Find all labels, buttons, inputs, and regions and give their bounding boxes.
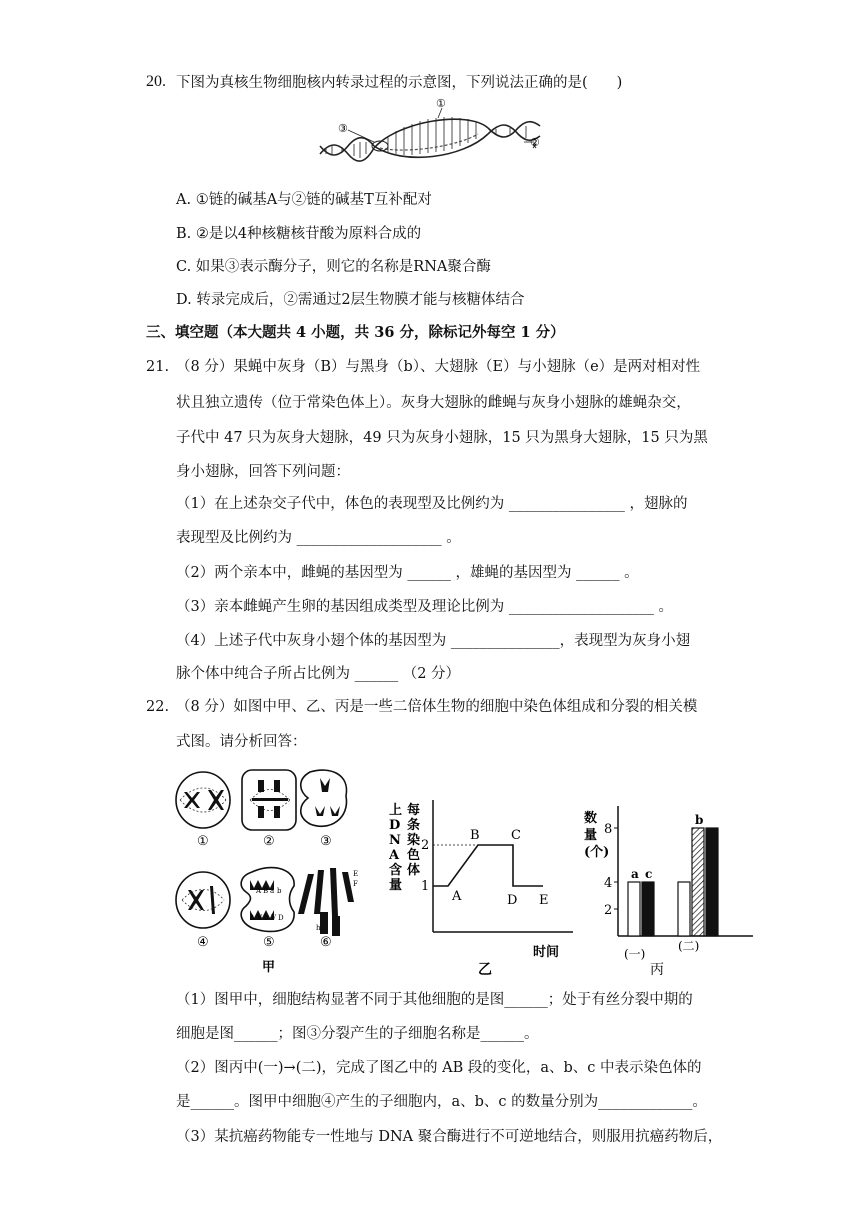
y-axis-label: 每条染色体 (407, 803, 421, 878)
y-tick: 1 (421, 879, 430, 894)
q22-subline: （3）某抗癌药物能专一性地与 DNA 聚合酶进行不可逆地结合，则服用抗癌药物后， (176, 1129, 723, 1145)
q21-line: 身小翅脉，回答下列问题： (176, 464, 350, 480)
y-axis-label: 数量(个) (584, 811, 610, 860)
q22-line: （8 分）如图中甲、乙、丙是一些二倍体生物的细胞中染色体组成和分裂的相关模 (176, 699, 698, 715)
gene-label: D (278, 914, 284, 922)
question-number: 20. (146, 73, 166, 90)
gene-label: B (263, 887, 269, 895)
q21-line: 状且独立遗传（位于常染色体上）。灰身大翅脉的雌蝇与灰身小翅脉的雄蝇杂交， (176, 395, 691, 411)
point-label: C (511, 828, 521, 843)
q22-line: 式图。请分析回答： (176, 734, 307, 750)
option-d: D. 转录完成后，②需通过2层生物膜才能与核糖体结合 (176, 292, 525, 308)
bar-a (678, 882, 690, 936)
gene-label: b (264, 914, 269, 922)
q21-line: （4）上述子代中灰身小翅个体的基因型为 _______________，表现型为灰身小翅 (176, 633, 691, 649)
cell-label: ⑤ (263, 935, 275, 950)
q21-line: （8 分）果蝇中灰身（B）与黑身（b）、大翅脉（E）与小翅脉（e）是两对相对性 (176, 359, 701, 375)
x-axis-label: 时间 (533, 945, 560, 960)
point-label: D (507, 893, 518, 908)
point-label: E (539, 893, 549, 908)
gene-label: b (277, 887, 282, 895)
q22-subline: （2）图丙中(一)→(二)，完成了图乙中的 AB 段的变化，a、b、c 中表示染色体的 (176, 1060, 702, 1076)
gene-label: A (256, 887, 262, 895)
q22-subline: （1）图甲中，细胞结构显著不同于其他细胞的是图______；处于有丝分裂中期的 (176, 992, 693, 1008)
y-tick: 4 (604, 876, 613, 891)
bar-c (706, 828, 718, 936)
gene-label: V (257, 914, 263, 922)
cell-label: ① (197, 834, 209, 849)
gene-label: A (250, 914, 256, 922)
cell-label: ② (263, 834, 275, 849)
section-heading: 三、填空题（本大题共 4 小题，共 36 分，除标记外每空 1 分） (146, 324, 565, 341)
label-3: ③ (338, 122, 348, 135)
q21-line: （3）亲本雌蝇产生卵的基因组成类型及理论比例为 ____________________ 。 (176, 599, 673, 615)
option-b: B. ②是以4种核糖核苷酸为原料合成的 (176, 226, 422, 242)
y-tick: 8 (604, 822, 613, 837)
q21-line: （1）在上述杂交子代中，体色的表现型及比例约为 ________________ ，翅脉的 (176, 496, 688, 512)
x-tick: (一) (624, 947, 646, 961)
x-tick: (二) (678, 939, 700, 953)
gene-label: a (270, 887, 275, 895)
figure-caption: 丙 (650, 962, 664, 977)
option-c: C. 如果③表示酶分子，则它的名称是RNA聚合酶 (176, 259, 491, 275)
q21-line: 子代中 47 只为灰身大翅脉，49 只为灰身小翅脉，15 只为黑身大翅脉，15 只为黑 (176, 430, 708, 446)
q22-subline: 细胞是图______；图③分裂产生的子细胞名称是______。 (176, 1026, 539, 1042)
cell-label: ③ (320, 834, 332, 849)
y-tick: 2 (421, 838, 430, 853)
label-2: ② (530, 136, 540, 149)
bar-b (692, 828, 704, 936)
q22-subline: 是______。图甲中细胞④产生的子细胞内，a、b、c 的数量分别为_____________。 (176, 1094, 707, 1110)
point-label: B (470, 828, 480, 843)
question-number: 22. (146, 699, 170, 715)
cell-label: ④ (197, 935, 209, 950)
figure-caption: 乙 (478, 962, 492, 977)
bar-c (642, 882, 654, 936)
label-1: ① (436, 97, 446, 110)
y-axis-label: 上 D N A 含量 (389, 803, 403, 893)
option-a: A. ①链的碱基A与②链的碱基T互补配对 (176, 192, 432, 208)
bar-label: b (695, 813, 704, 827)
bar-label: c (645, 867, 653, 881)
figure-caption: 甲 (262, 960, 276, 975)
gene-label: E (353, 870, 359, 878)
gene-label: V (271, 914, 277, 922)
question-number: 21. (146, 359, 170, 375)
transcription-diagram (318, 96, 548, 166)
cell-label: ⑥ (320, 935, 332, 950)
q21-line: 脉个体中纯合子所占比例为 ______ （2 分） (176, 666, 461, 682)
q21-line: （2）两个亲本中，雌蝇的基因型为 ______ ，雄蝇的基因型为 ______ 。 (176, 565, 639, 581)
q21-line: 表现型及比例约为 ____________________ 。 (176, 530, 461, 546)
figure-bing-chart (578, 802, 758, 977)
y-tick: 2 (604, 903, 613, 918)
gene-label: h (316, 924, 321, 932)
bar-a (628, 882, 640, 936)
gene-label: F (353, 880, 358, 888)
figure-yi-chart (383, 792, 583, 977)
point-label: A (452, 889, 462, 904)
data-line (433, 845, 543, 886)
question-stem: 下图为真核生物细胞核内转录过程的示意图，下列说法正确的是( ) (176, 75, 623, 91)
bar-label: a (631, 867, 639, 881)
figure-jia-cells (170, 762, 370, 977)
